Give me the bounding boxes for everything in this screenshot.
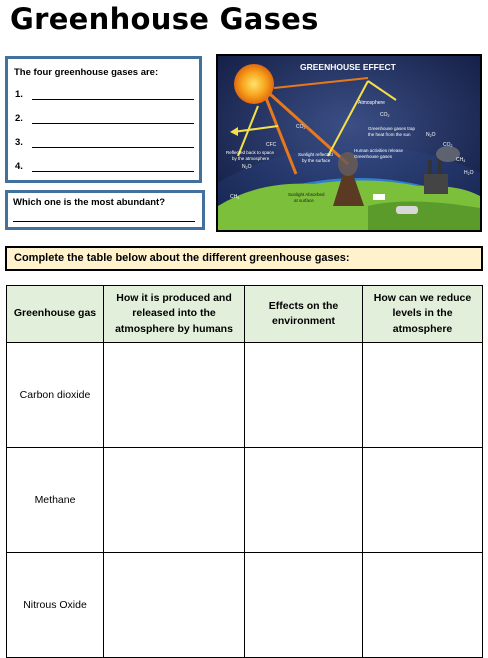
gas-name-cell: Methane bbox=[7, 448, 104, 553]
svg-text:CH4: $CH_4$ bbox=[230, 194, 240, 200]
answer-cell[interactable] bbox=[245, 448, 363, 553]
answer-number: 1. bbox=[15, 89, 23, 100]
answer-line-1[interactable] bbox=[15, 89, 23, 100]
svg-text:CO2: $CO_2$ bbox=[296, 124, 306, 130]
label-n2o-left: N bbox=[242, 164, 246, 170]
svg-text:N2O: $N_2O$ bbox=[242, 164, 252, 170]
answer-line-4[interactable] bbox=[15, 161, 23, 172]
answer-cell[interactable] bbox=[363, 343, 483, 448]
answer-number: 4. bbox=[15, 161, 23, 172]
answer-line-3[interactable] bbox=[15, 137, 23, 148]
header-how-produced: How it is produced and released into the atmosphere by humans bbox=[104, 286, 245, 343]
label-n2o: N bbox=[426, 132, 430, 138]
svg-text:H2O: $H_2O$ bbox=[464, 170, 474, 176]
greenhouse-effect-illustration bbox=[216, 54, 482, 232]
label-trap-1: Greenhouse gases trap bbox=[368, 126, 416, 131]
label-sunlight-absorbed-2: at surface bbox=[294, 198, 314, 203]
svg-text:CO2: $CO_2$ bbox=[443, 142, 453, 148]
label-ch4: CH bbox=[456, 157, 464, 163]
label-co2: CO bbox=[380, 112, 388, 118]
instruction-banner bbox=[5, 246, 483, 271]
label-sunlight-reflected-1: Sunlight reflected bbox=[298, 152, 333, 157]
table-row bbox=[7, 553, 483, 658]
header-reduce-levels: How can we reduce levels in the atmosphere bbox=[363, 286, 483, 343]
label-ch4-left: CH bbox=[230, 194, 238, 200]
label-sunlight-absorbed-1: Sunlight Absorbed bbox=[288, 192, 325, 197]
header-effects: Effects on the environment bbox=[245, 286, 363, 343]
table-header-row bbox=[7, 286, 483, 343]
table-row bbox=[7, 343, 483, 448]
label-sunlight-reflected-2: by the surface bbox=[302, 158, 331, 163]
greenhouse-gases-question-box bbox=[5, 56, 202, 183]
header-greenhouse-gas: Greenhouse gas bbox=[7, 286, 104, 343]
answer-cell[interactable] bbox=[245, 553, 363, 658]
answer-cell[interactable] bbox=[363, 553, 483, 658]
label-atmosphere: Atmosphere bbox=[358, 100, 385, 106]
answer-cell[interactable] bbox=[104, 448, 245, 553]
answer-cell[interactable] bbox=[245, 343, 363, 448]
label-reflected-space-1: Reflected back to space bbox=[226, 150, 275, 155]
label-co2-right: CO bbox=[443, 142, 451, 148]
answer-cell[interactable] bbox=[104, 553, 245, 658]
label-human-2: Greenhouse gases bbox=[354, 154, 393, 159]
question-most-abundant: Which one is the most abundant? bbox=[13, 197, 165, 208]
answer-number: 2. bbox=[15, 113, 23, 124]
svg-text:CO2: $CO_2$ bbox=[380, 112, 390, 118]
instruction-text: Complete the table below about the different greenhouse gases: bbox=[14, 252, 350, 264]
svg-text:N2O: $N_2O$ bbox=[426, 132, 436, 138]
most-abundant-question-box bbox=[5, 190, 205, 230]
answer-number: 3. bbox=[15, 137, 23, 148]
table-row bbox=[7, 448, 483, 553]
question-four-gases: The four greenhouse gases are: bbox=[14, 67, 159, 78]
label-cfc: CFC bbox=[266, 142, 277, 148]
answer-cell[interactable] bbox=[363, 448, 483, 553]
gas-name-cell: Nitrous Oxide bbox=[7, 553, 104, 658]
gas-name-cell: Carbon dioxide bbox=[7, 343, 104, 448]
label-reflected-space-2: by the atmosphere bbox=[232, 156, 270, 161]
svg-text:CH4: $CH_4$ bbox=[456, 157, 466, 163]
answer-line-2[interactable] bbox=[15, 113, 23, 124]
label-h2o: H bbox=[464, 170, 468, 176]
answer-line-abundant[interactable] bbox=[13, 221, 195, 222]
answer-cell[interactable] bbox=[104, 343, 245, 448]
label-trap-2: the heat from the sun bbox=[368, 132, 411, 137]
page-title: Greenhouse Gases bbox=[10, 2, 319, 36]
label-human-1: Human activities release bbox=[354, 148, 404, 153]
label-co2-left: CO bbox=[296, 124, 304, 130]
greenhouse-gas-table bbox=[6, 285, 483, 658]
figure-title: GREENHOUSE EFFECT bbox=[300, 62, 396, 72]
